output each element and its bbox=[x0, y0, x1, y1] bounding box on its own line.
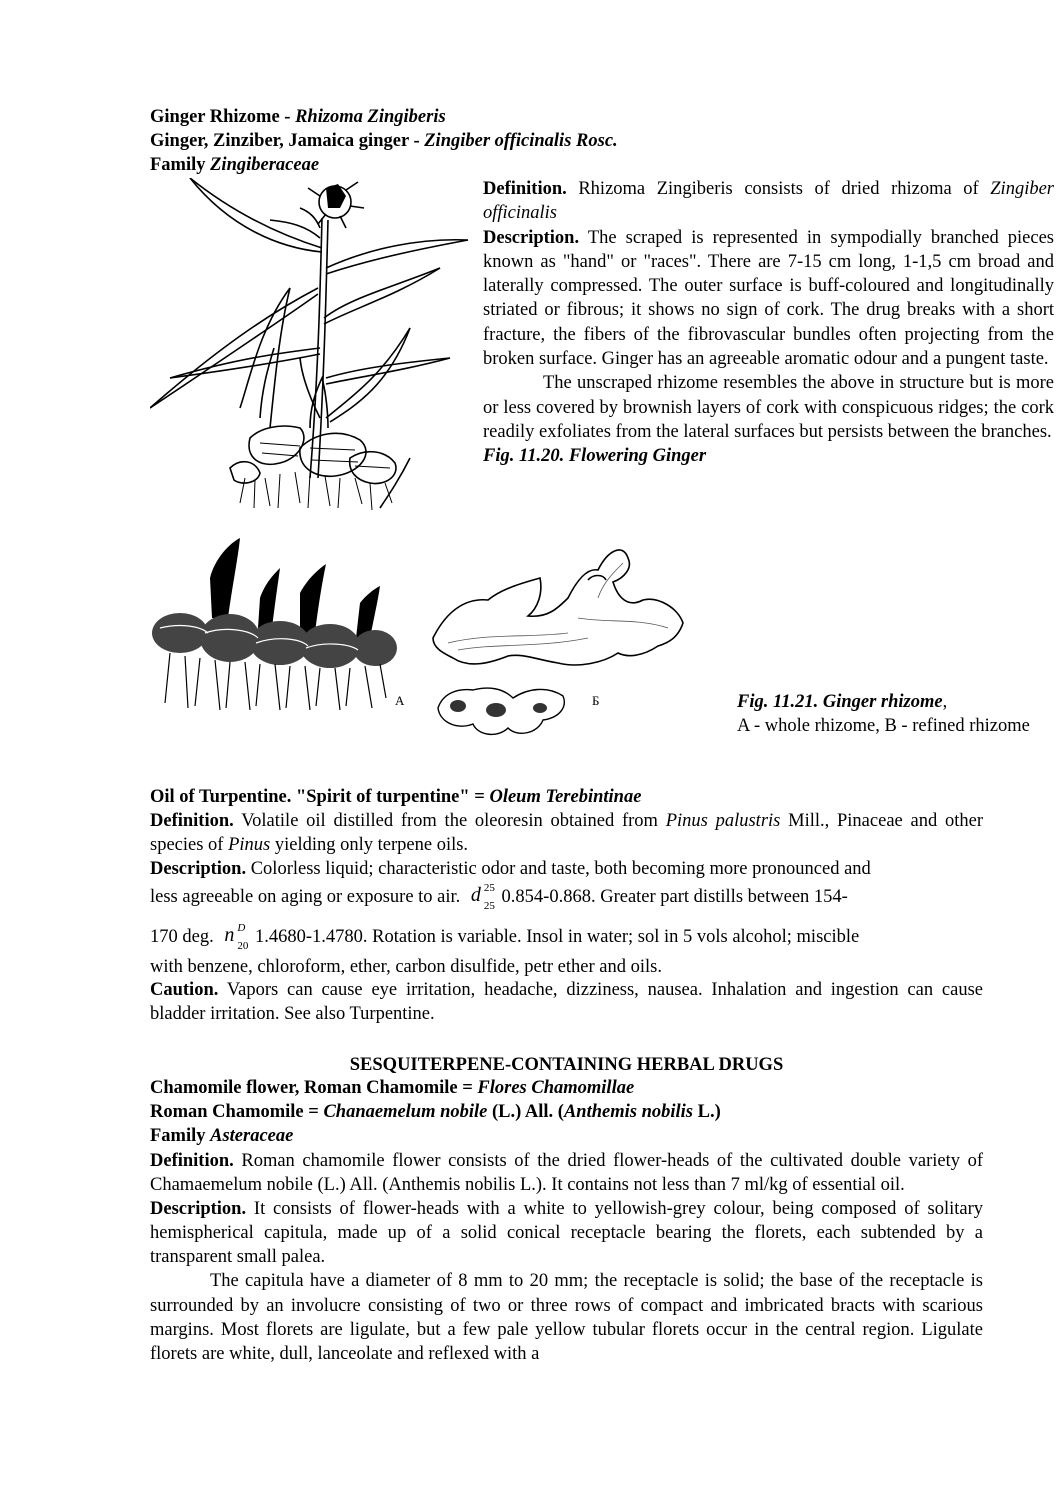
fig-11-21-description: A - whole rhizome, B - refined rhizome bbox=[737, 715, 1030, 736]
turpentine-description-line-3 bbox=[150, 922, 860, 952]
turpentine-description-text-2a: less agreeable on aging or exposure to air. bbox=[150, 887, 461, 907]
turpentine-description-label: Description. bbox=[150, 859, 247, 879]
density-superscript: 25 bbox=[483, 882, 495, 894]
refractive-index-formula bbox=[224, 922, 250, 952]
chamomile-definition-text: Roman chamomile flower consists of the dried flower-heads of the cultivated double variety of Chamaemelum nobile (L.) All. (Anthemis nobilis L.). It contains not less than 7 ml/kg of essential oil. bbox=[150, 1151, 983, 1196]
chamomile-title-1 bbox=[150, 1077, 634, 1100]
turpentine-description-line-4: with benzene, chloroform, ether, carbon disulfide, petr ether and oils. bbox=[150, 957, 662, 977]
turpentine-definition bbox=[150, 810, 983, 857]
ginger-definition-text: Rhizoma Zingiberis consists of dried rhizoma of bbox=[566, 179, 991, 199]
chamomile-capitula-text: The capitula have a diameter of 8 mm to 20 mm; the receptacle is solid; the base of the receptacle is surrounded by an involucre consisting of two or three rows of compact and imbricated bracts with scarious margins. Most florets are ligulate, but a few pale yellow tubular florets occur in the central region. Ligulate florets are white, dull, lanceolate and reflexed with a bbox=[150, 1271, 983, 1364]
turpentine-title bbox=[150, 786, 641, 809]
fig-11-21-caption-block bbox=[737, 691, 1054, 738]
density-symbol: d bbox=[470, 884, 481, 906]
ginger-family-latin: Zingiberaceae bbox=[210, 155, 320, 175]
density-subscript: 25 bbox=[483, 900, 495, 912]
chamomile-title-2-mid: (L.) All. ( bbox=[487, 1102, 564, 1122]
density-formula bbox=[470, 882, 497, 912]
chamomile-family-text: Family bbox=[150, 1126, 211, 1146]
turpentine-definition-text-2: Mill., Pinaceae and other species of bbox=[150, 811, 983, 855]
ginger-definition bbox=[483, 177, 1054, 469]
chamomile-title-2-text: Roman Chamomile = bbox=[150, 1102, 324, 1122]
sesquiterpene-heading: SESQUITERPENE-CONTAINING HERBAL DRUGS bbox=[349, 1055, 784, 1075]
ginger-description-label: Description. bbox=[483, 227, 580, 248]
refractive-index-subscript: 20 bbox=[237, 940, 249, 952]
turpentine-definition-label: Definition. bbox=[150, 811, 234, 831]
turpentine-description-text-1: Colorless liquid; characteristic odor and taste, both becoming more pronounced and bbox=[246, 859, 871, 879]
turpentine-description-line-2 bbox=[150, 882, 848, 912]
chamomile-title-1-latin: Flores Chamomillae bbox=[477, 1078, 635, 1098]
ginger-definition-latin: Zingiber officinalis bbox=[483, 179, 1054, 224]
turpentine-definition-text-3: yielding only terpene oils. bbox=[270, 834, 469, 855]
ginger-title-1 bbox=[150, 106, 446, 129]
fig-11-20-caption: Fig. 11.20. Flowering Ginger bbox=[483, 446, 707, 467]
figure-label-b: Б bbox=[592, 693, 600, 708]
ginger-family-text: Family bbox=[150, 155, 211, 175]
figure-label-a: A bbox=[395, 693, 405, 708]
chamomile-description-text: It consists of flower-heads with a white to yellowish-grey colour, being composed of solitary hemispherical capitula, made up of a solid conical receptacle bearing the florets, each subtended by a transparent small palea. bbox=[150, 1199, 983, 1268]
flowering-ginger-illustration bbox=[150, 178, 470, 513]
refractive-index-superscript: D bbox=[237, 922, 246, 934]
ginger-title-2-text: Ginger, Zinziber, Jamaica ginger - bbox=[150, 131, 425, 151]
ginger-title-1-latin: Rhizoma Zingiberis bbox=[295, 107, 446, 127]
ginger-definition-label: Definition. bbox=[483, 179, 567, 199]
chamomile-title-2-latin: Chanaemelum nobile bbox=[323, 1102, 488, 1122]
chamomile-description-label: Description. bbox=[150, 1199, 247, 1220]
ginger-title-1-text: Ginger Rhizome - bbox=[150, 107, 296, 127]
turpentine-description-line-1 bbox=[150, 858, 871, 881]
turpentine-definition-latin-1: Pinus palustris bbox=[665, 811, 781, 831]
ginger-rhizome-refined-illustration bbox=[428, 538, 718, 748]
fig-11-21-caption-comma: , bbox=[942, 692, 948, 712]
ginger-title-2 bbox=[150, 130, 618, 153]
turpentine-description-text-3b: 1.4680-1.4780. Rotation is variable. Insol in water; sol in 5 vols alcohol; miscible bbox=[250, 927, 860, 947]
turpentine-caution-label: Caution. bbox=[150, 980, 219, 1000]
ginger-family bbox=[150, 154, 319, 177]
turpentine-description-text-2b: 0.854-0.868. Greater part distills between 154- bbox=[496, 887, 848, 907]
ginger-description-text: The scraped is represented in sympodially branched pieces known as "hand" or "races". There are 7-15 cm long, 1-1,5 cm broad and laterally compressed. The outer surface is buff-coloured and longitudinally striated or fibrous; it shows no sign of cork. The drug breaks with a short fracture, the fibers of the fibrovascular bundles often projecting from the broken surface. Ginger has an agreeable aromatic odour and a pungent taste. bbox=[483, 227, 1054, 370]
turpentine-caution bbox=[150, 979, 983, 1026]
turpentine-title-latin: Oleum Terebintinae bbox=[489, 787, 642, 807]
chamomile-title-2 bbox=[150, 1101, 721, 1124]
chamomile-definition-label: Definition. bbox=[150, 1151, 234, 1171]
ginger-title-2-latin: Zingiber officinalis Rosc. bbox=[424, 131, 618, 151]
fig-11-21-caption: Fig. 11.21. Ginger rhizome bbox=[737, 692, 943, 712]
chamomile-title-2-latin-2: Anthemis nobilis bbox=[563, 1102, 693, 1122]
chamomile-body bbox=[150, 1149, 983, 1366]
turpentine-description-text-3a: 170 deg. bbox=[150, 927, 214, 947]
turpentine-title-text: Oil of Turpentine. "Spirit of turpentine" = bbox=[150, 787, 490, 807]
turpentine-definition-latin-2: Pinus bbox=[228, 834, 271, 855]
ginger-rhizome-whole-illustration bbox=[150, 538, 400, 713]
ginger-unscraped-text: The unscraped rhizome resembles the above in structure but is more or less covered by brownish layers of cork with conspicuous ridges; the cork readily exfoliates from the lateral surfaces but persists between the branches. bbox=[483, 373, 1054, 442]
chamomile-title-1-text: Chamomile flower, Roman Chamomile = bbox=[150, 1078, 478, 1098]
chamomile-family bbox=[150, 1125, 293, 1148]
chamomile-family-latin: Asteraceae bbox=[210, 1126, 294, 1146]
refractive-index-symbol: n bbox=[224, 924, 235, 946]
turpentine-definition-text-1: Volatile oil distilled from the oleoresin obtained from bbox=[233, 811, 666, 831]
chamomile-title-2-end: L.) bbox=[693, 1102, 721, 1122]
turpentine-caution-text: Vapors can cause eye irritation, headache, dizziness, nausea. Inhalation and ingestion can cause bladder irritation. See also Turpentine. bbox=[150, 980, 983, 1024]
